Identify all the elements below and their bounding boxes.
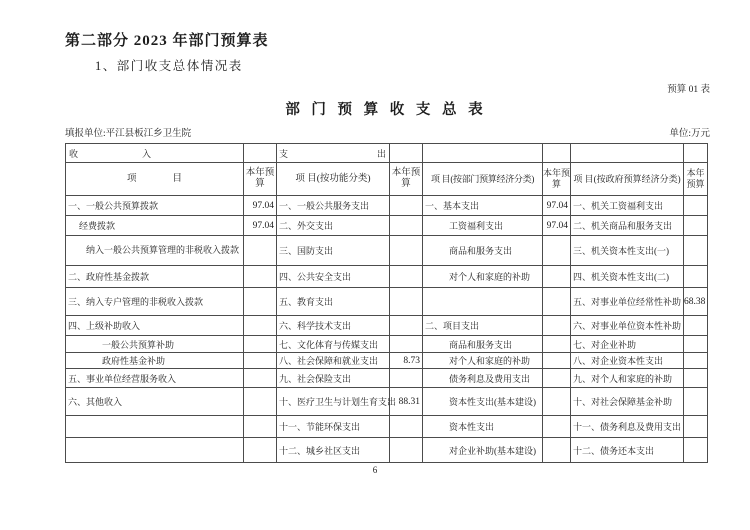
func-item-cell: 十二、城乡社区支出	[277, 438, 390, 463]
income-group-cell	[66, 144, 244, 163]
dept-econ-item-cell: 对个人和家庭的补助	[423, 266, 543, 288]
income-amount-cell: 97.04	[244, 196, 277, 216]
table-row	[66, 438, 708, 463]
income-item-cell: 一、一般公共预算拨款	[66, 196, 244, 216]
dept-econ-item-cell: 债务利息及费用支出	[423, 369, 543, 388]
item-header-right: 目	[172, 173, 183, 184]
income-item-cell	[66, 438, 244, 463]
gov-econ-item-cell: 六、对事业单位资本性补助	[571, 316, 684, 336]
empty-header-cell	[390, 144, 423, 163]
expense-group-label-right: 出	[376, 148, 386, 159]
gov-econ-item-header: 项 目(按政府预算经济分类)	[571, 163, 684, 196]
gov-econ-amount-cell	[684, 353, 708, 369]
income-amount-cell	[244, 336, 277, 353]
dept-econ-amount-cell	[543, 353, 571, 369]
func-item-cell: 四、公共安全支出	[277, 266, 390, 288]
income-budget-header: 本年预算	[244, 163, 277, 196]
dept-econ-item-cell: 资本性支出(基本建设)	[423, 388, 543, 416]
income-amount-cell	[244, 353, 277, 369]
gov-econ-amount-cell	[684, 416, 708, 438]
group-header-row	[66, 144, 708, 163]
gov-econ-item-cell: 九、对个人和家庭的补助	[571, 369, 684, 388]
gov-econ-amount-cell	[684, 388, 708, 416]
func-item-cell: 十一、节能环保支出	[277, 416, 390, 438]
gov-econ-amount-cell	[684, 336, 708, 353]
gov-econ-item-cell: 十一、债务利息及费用支出	[571, 416, 684, 438]
dept-econ-item-cell: 商品和服务支出	[423, 336, 543, 353]
table-row	[66, 288, 708, 316]
func-item-cell: 七、文化体育与传媒支出	[277, 336, 390, 353]
func-amount-cell	[390, 266, 423, 288]
section-title: 第二部分 2023 年部门预算表	[65, 33, 269, 49]
empty-header-cell	[543, 144, 571, 163]
gov-econ-amount-cell	[684, 216, 708, 236]
income-amount-cell	[244, 438, 277, 463]
func-amount-cell	[390, 236, 423, 266]
func-item-cell: 五、教育支出	[277, 288, 390, 316]
dept-econ-item-cell: 工资福利支出	[423, 216, 543, 236]
empty-header-cell	[423, 144, 543, 163]
income-item-cell: 一般公共预算补助	[66, 336, 244, 353]
gov-econ-amount-cell	[684, 196, 708, 216]
expense-group-cell	[277, 144, 390, 163]
dept-econ-amount-cell: 97.04	[543, 216, 571, 236]
func-amount-cell: 88.31	[390, 388, 423, 416]
empty-header-cell	[684, 144, 708, 163]
dept-econ-amount-cell	[543, 266, 571, 288]
gov-econ-item-cell: 三、机关资本性支出(一)	[571, 236, 684, 266]
dept-econ-amount-cell	[543, 236, 571, 266]
gov-econ-amount-cell	[684, 266, 708, 288]
income-item-cell	[66, 416, 244, 438]
dept-econ-item-cell: 资本性支出	[423, 416, 543, 438]
func-amount-cell	[390, 438, 423, 463]
income-amount-cell	[244, 266, 277, 288]
func-item-cell: 三、国防支出	[277, 236, 390, 266]
gov-econ-amount-cell: 68.38	[684, 288, 708, 316]
gov-econ-item-cell: 五、对事业单位经常性补助	[571, 288, 684, 316]
income-amount-cell: 97.04	[244, 216, 277, 236]
income-group-label-right: 入	[141, 148, 151, 159]
dept-econ-amount-cell	[543, 336, 571, 353]
table-row	[66, 316, 708, 336]
unit-note-label: 单位:万元	[669, 129, 710, 139]
gov-econ-item-cell: 八、对企业资本性支出	[571, 353, 684, 369]
func-amount-cell	[390, 216, 423, 236]
income-amount-cell	[244, 369, 277, 388]
income-item-cell: 经费拨款	[66, 216, 244, 236]
gov-econ-item-cell: 一、机关工资福利支出	[571, 196, 684, 216]
gov-econ-item-cell: 十、对社会保障基金补助	[571, 388, 684, 416]
gov-econ-item-cell: 七、对企业补助	[571, 336, 684, 353]
gov-econ-amount-cell	[684, 369, 708, 388]
income-item-cell: 三、纳入专户管理的非税收入拨款	[66, 288, 244, 316]
budget-summary-table	[65, 143, 708, 463]
gov-econ-item-cell: 四、机关资本性支出(二)	[571, 266, 684, 288]
func-item-cell: 二、外交支出	[277, 216, 390, 236]
expense-group-label-left: 支	[279, 148, 289, 159]
table-row	[66, 353, 708, 369]
table-row	[66, 369, 708, 388]
income-item-cell: 二、政府性基金拨款	[66, 266, 244, 288]
gov-econ-amount-cell	[684, 236, 708, 266]
table-row	[66, 216, 708, 236]
dept-econ-amount-cell	[543, 388, 571, 416]
dept-econ-item-header: 项 目(按部门预算经济分类)	[423, 163, 543, 196]
gov-econ-amount-cell	[684, 316, 708, 336]
func-budget-header: 本年预算	[390, 163, 423, 196]
table-row	[66, 266, 708, 288]
dept-econ-amount-cell	[543, 288, 571, 316]
income-item-header	[66, 163, 244, 196]
income-amount-cell	[244, 316, 277, 336]
income-amount-cell	[244, 236, 277, 266]
func-item-header: 项 目(按功能分类)	[277, 163, 390, 196]
dept-econ-item-cell: 一、基本支出	[423, 196, 543, 216]
empty-header-cell	[571, 144, 684, 163]
page-number: 6	[372, 465, 378, 475]
dept-econ-item-cell: 对企业补助(基本建设)	[423, 438, 543, 463]
table-title: 部 门 预 算 收 支 总 表	[285, 102, 487, 118]
income-item-cell: 六、其他收入	[66, 388, 244, 416]
dept-econ-amount-cell: 97.04	[543, 196, 571, 216]
func-item-cell: 十、医疗卫生与计划生育支出	[277, 388, 390, 416]
table-meta-row	[65, 125, 710, 139]
func-amount-cell	[390, 288, 423, 316]
func-amount-cell	[390, 316, 423, 336]
func-amount-cell	[390, 369, 423, 388]
income-amount-cell	[244, 388, 277, 416]
dept-econ-amount-cell	[543, 416, 571, 438]
item-header-left: 项	[126, 173, 137, 184]
empty-header-cell	[244, 144, 277, 163]
income-item-cell: 四、上级补助收入	[66, 316, 244, 336]
dept-econ-amount-cell	[543, 438, 571, 463]
table-row	[66, 236, 708, 266]
gov-econ-budget-header: 本年预算	[684, 163, 708, 196]
table-row	[66, 388, 708, 416]
func-amount-cell	[390, 336, 423, 353]
dept-econ-item-cell: 二、项目支出	[423, 316, 543, 336]
gov-econ-amount-cell	[684, 438, 708, 463]
reporting-unit-label: 填报单位:平江县板江乡卫生院	[65, 129, 192, 139]
income-item-cell: 政府性基金补助	[66, 353, 244, 369]
func-amount-cell	[390, 196, 423, 216]
func-amount-cell	[390, 416, 423, 438]
income-amount-cell	[244, 288, 277, 316]
func-item-cell: 八、社会保障和就业支出	[277, 353, 390, 369]
dept-econ-item-cell	[423, 288, 543, 316]
func-item-cell: 九、社会保险支出	[277, 369, 390, 388]
table-row	[66, 196, 708, 216]
func-amount-cell: 8.73	[390, 353, 423, 369]
table-row	[66, 416, 708, 438]
func-item-cell: 一、一般公共服务支出	[277, 196, 390, 216]
dept-econ-budget-header: 本年预算	[543, 163, 571, 196]
income-item-cell: 纳入一般公共预算管理的非税收入拨款	[66, 236, 244, 266]
subsection-title: 1、部门收支总体情况表	[95, 59, 243, 73]
income-item-cell: 五、事业单位经营服务收入	[66, 369, 244, 388]
table-code-label: 预算 01 表	[667, 85, 710, 95]
income-amount-cell	[244, 416, 277, 438]
gov-econ-item-cell: 十二、债务还本支出	[571, 438, 684, 463]
income-group-label-left: 收	[69, 148, 79, 159]
dept-econ-amount-cell	[543, 316, 571, 336]
gov-econ-item-cell: 二、机关商品和服务支出	[571, 216, 684, 236]
dept-econ-amount-cell	[543, 369, 571, 388]
column-header-row	[66, 163, 708, 196]
dept-econ-item-cell: 对个人和家庭的补助	[423, 353, 543, 369]
func-item-cell: 六、科学技术支出	[277, 316, 390, 336]
dept-econ-item-cell: 商品和服务支出	[423, 236, 543, 266]
table-row	[66, 336, 708, 353]
